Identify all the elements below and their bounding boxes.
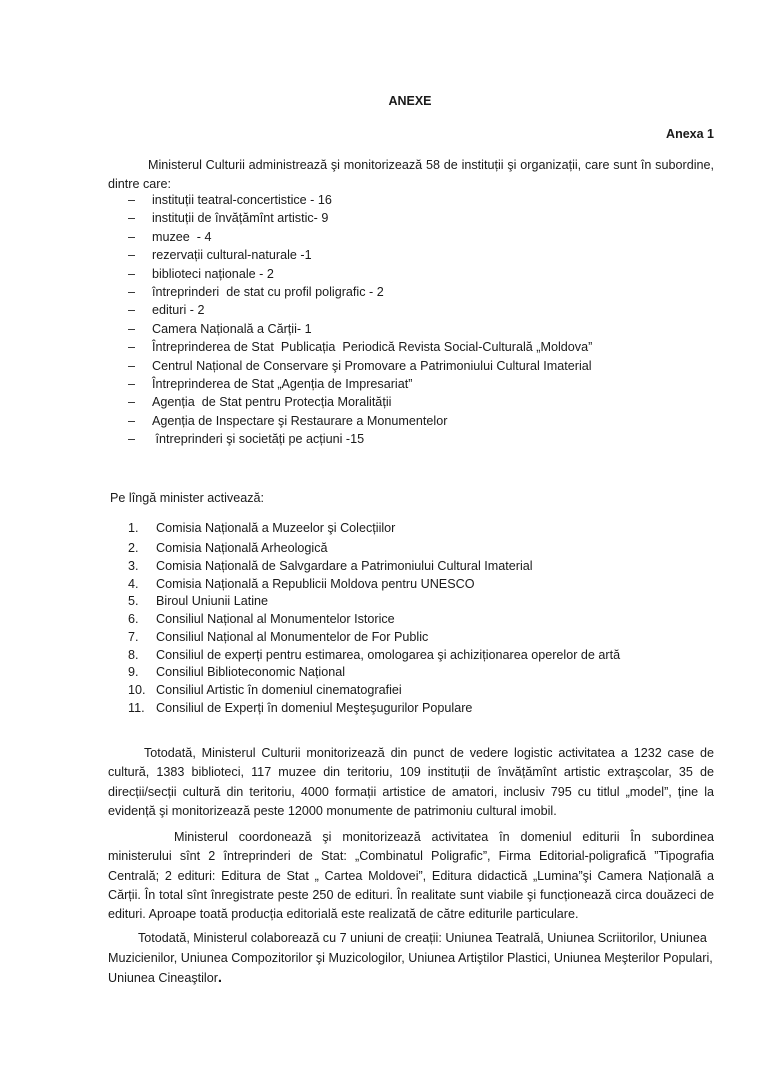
list-item-number: 1. xyxy=(128,521,139,535)
list-item-text: edituri - 2 xyxy=(152,303,205,318)
list-item-text: Comisia Națională Arheologică xyxy=(156,541,328,555)
list-item xyxy=(128,518,620,538)
monitoring-paragraph: Totodată, Ministerul Culturii monitorizează din punct de vedere logistic activitatea a 1232 case de cultură, 1383 biblioteci, 117 muzee din teritoriu, 109 instituții de învățămînt artistic extraşcolar, 35 de direcții/secții cultură din teritoriu, 4000 formații artistice de amatori, inclusiv 795 cu titlul „model”, ține la evidență şi monitorizează peste 12000 monumente de patrimoniu cultural imobil. xyxy=(108,746,714,818)
list-item xyxy=(128,283,592,301)
attached-bodies-lead: Pe lîngă minister activează: xyxy=(110,491,264,505)
list-item xyxy=(128,611,620,629)
list-item xyxy=(128,338,592,356)
list-item-text: Centrul Național de Conservare şi Promovare a Patrimoniului Cultural Imaterial xyxy=(152,358,592,373)
list-item-text: Consiliul Artistic în domeniul cinematografiei xyxy=(156,682,402,697)
list-item xyxy=(128,246,592,264)
dash-bullet-icon: – xyxy=(128,413,136,428)
list-item xyxy=(128,301,592,319)
list-item-text: Agenția de Stat pentru Protecția Moralității xyxy=(152,395,392,410)
list-item-text: Agenția de Inspectare şi Restaurare a Monumentelor xyxy=(152,413,448,428)
list-item xyxy=(128,647,620,665)
list-item-text: Întreprinderea de Stat Publicația Periodică Revista Social-Culturală „Moldova” xyxy=(152,340,593,355)
dash-bullet-icon: – xyxy=(128,229,136,244)
list-item-text: Biroul Uniunii Latine xyxy=(156,594,269,609)
list-item-text: instituții teatral-concertistice - 16 xyxy=(152,193,332,207)
list-item xyxy=(128,228,592,246)
subordinate-institutions-list xyxy=(128,191,592,449)
list-item-text: Camera Națională a Cărții- 1 xyxy=(152,321,312,336)
dash-bullet-icon: – xyxy=(128,285,136,300)
list-item xyxy=(128,700,620,718)
intro-paragraph: Ministerul Culturii administrează şi monitorizează 58 de instituții şi organizații, care sunt în subordine, dintre care: xyxy=(108,158,714,191)
list-item-text: Consiliul Național al Monumentelor de For Public xyxy=(156,629,429,644)
dash-bullet-icon: – xyxy=(128,193,136,207)
list-item-text: întreprinderi şi societăți pe acțiuni -15 xyxy=(152,432,365,447)
list-item xyxy=(128,412,592,430)
list-item-number: 3. xyxy=(128,559,139,573)
list-item-text: Comisia Națională a Republicii Moldova pentru UNESCO xyxy=(156,576,475,591)
list-item xyxy=(128,629,620,647)
list-item-text: rezervații cultural-naturale -1 xyxy=(152,248,312,263)
list-item-text: Consiliul de Experți în domeniul Meşteşugurilor Populare xyxy=(156,700,473,715)
list-item-text: Consiliul de experți pentru estimarea, omologarea şi achiziționarea operelor de artă xyxy=(156,647,621,662)
list-item-number: 10. xyxy=(128,682,146,697)
dash-bullet-icon: – xyxy=(128,266,136,281)
list-item-text: Consiliul Național al Monumentelor Istorice xyxy=(156,612,395,627)
list-item-number: 4. xyxy=(128,576,139,591)
list-item xyxy=(128,664,620,682)
list-item xyxy=(128,593,620,611)
list-item-text: Consiliul Biblioteconomic Național xyxy=(156,665,345,680)
page-title: ANEXE xyxy=(388,94,432,108)
list-item-number: 8. xyxy=(128,647,139,662)
list-item-number: 11. xyxy=(128,700,145,715)
list-item xyxy=(128,393,592,411)
list-item xyxy=(128,320,592,338)
list-item xyxy=(128,682,620,700)
dash-bullet-icon: – xyxy=(128,211,136,226)
list-item-text: biblioteci naționale - 2 xyxy=(152,266,274,281)
dash-bullet-icon: – xyxy=(128,358,136,373)
creative-unions-paragraph xyxy=(108,928,720,988)
list-item-text: muzee - 4 xyxy=(152,229,212,244)
list-item-text: Comisia Națională de Salvgardare a Patrimoniului Cultural Imaterial xyxy=(156,559,533,573)
dash-bullet-icon: – xyxy=(128,432,136,447)
list-item-text: Întreprinderea de Stat „Agenția de Impresariat” xyxy=(152,377,413,392)
list-item-number: 6. xyxy=(128,612,139,627)
list-item xyxy=(128,191,592,209)
list-item xyxy=(128,375,592,393)
dash-bullet-icon: – xyxy=(128,395,136,410)
list-item xyxy=(128,265,592,283)
dash-bullet-icon: – xyxy=(128,303,136,318)
list-item-text: întreprinderi de stat cu profil poligrafic - 2 xyxy=(152,285,384,300)
list-item-text: Comisia Națională a Muzeelor şi Colecțiilor xyxy=(156,521,396,535)
list-item-text: instituții de învățămînt artistic- 9 xyxy=(152,211,329,226)
list-item-number: 7. xyxy=(128,629,139,644)
list-item-number: 2. xyxy=(128,541,139,555)
dash-bullet-icon: – xyxy=(128,377,136,392)
annex-label: Anexa 1 xyxy=(666,127,714,141)
list-item xyxy=(128,357,592,375)
dash-bullet-icon: – xyxy=(128,321,136,336)
list-item xyxy=(128,430,592,448)
list-item-number: 9. xyxy=(128,665,139,680)
list-item xyxy=(128,558,620,576)
creative-unions-text: Totodată, Ministerul colaborează cu 7 uniuni de creații: Uniunea Teatrală, Uniunea Scriitorilor, Uniunea Muzicienilor, Uniunea Compozitorilor şi Muzicologilor, Uniunea Artiştilor Plastici, Uniunea Meşterilor Populari, Uniunea Cineaştilor xyxy=(108,931,713,985)
list-item xyxy=(128,538,620,558)
attached-bodies-list xyxy=(128,518,620,717)
dash-bullet-icon: – xyxy=(128,340,136,355)
paragraph-end-period: . xyxy=(217,969,223,986)
list-item xyxy=(128,576,620,594)
list-item xyxy=(128,209,592,227)
list-item-number: 5. xyxy=(128,594,139,609)
publishing-paragraph: Ministerul coordonează şi monitorizează activitatea în domeniul editurii În subordinea ministerului sînt 2 întreprinderi de Stat: „Combinatul Poligrafic”, Firma Editorial-poligrafică ”Tipografia Centrală; 2 edituri: Editura de Stat „ Cartea Moldovei”, Editura didactică „Lumina”şi Camera Națională a Cărții. În total sînt înregistrate peste 250 de edituri. În realitate sunt viabile şi funcționează circa douăzeci de edituri. Aproape toată producția editorială este realizată de către editurile particulare. xyxy=(108,830,714,922)
dash-bullet-icon: – xyxy=(128,248,136,263)
